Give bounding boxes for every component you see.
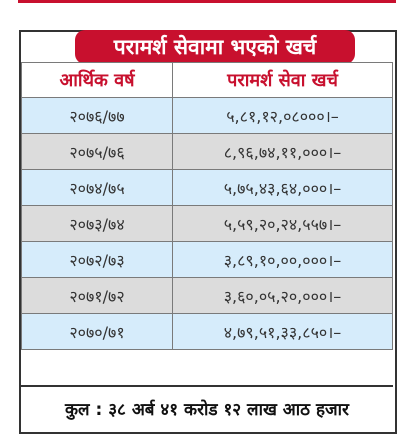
- row-expense-amount: ३,८९,१०,००,०००।–: [173, 242, 393, 278]
- row-fiscal-year: २०७३/७४: [22, 206, 173, 242]
- row-expense-amount: ८,९६,७४,११,०००।–: [173, 134, 393, 170]
- table-row: [22, 206, 393, 242]
- row-expense-amount: ३,६०,०५,२०,०००।–: [173, 278, 393, 314]
- expense-table: [21, 62, 393, 350]
- header-consulting-expense: परामर्श सेवा खर्च: [173, 63, 393, 98]
- table-header-row: [22, 63, 393, 98]
- row-fiscal-year: २०७२/७३: [22, 242, 173, 278]
- table-row: [22, 278, 393, 314]
- table-row: [22, 314, 393, 350]
- row-expense-amount: ५,७५,४३,६४,०००।–: [173, 170, 393, 206]
- header-fiscal-year: आर्थिक वर्ष: [22, 63, 173, 98]
- row-fiscal-year: २०७४/७५: [22, 170, 173, 206]
- row-expense-amount: ४,७९,५१,३३,८५०।–: [173, 314, 393, 350]
- table-row: [22, 170, 393, 206]
- row-fiscal-year: २०७१/७२: [22, 278, 173, 314]
- row-fiscal-year: २०७०/७१: [22, 314, 173, 350]
- row-fiscal-year: २०७५/७६: [22, 134, 173, 170]
- table-row: [22, 134, 393, 170]
- row-fiscal-year: २०७६/७७: [22, 98, 173, 134]
- top-rule: [0, 0, 414, 6]
- row-expense-amount: ५,८१,१२,०८०००।–: [173, 98, 393, 134]
- row-expense-amount: ५,५९,२०,२४,५५७।–: [173, 206, 393, 242]
- total-expense: कुल : ३८ अर्ब ४१ करोड १२ लाख आठ हजार: [21, 385, 393, 429]
- table-row: [22, 242, 393, 278]
- panel-title: परामर्श सेवामा भएको खर्च: [75, 30, 355, 64]
- table-row: [22, 98, 393, 134]
